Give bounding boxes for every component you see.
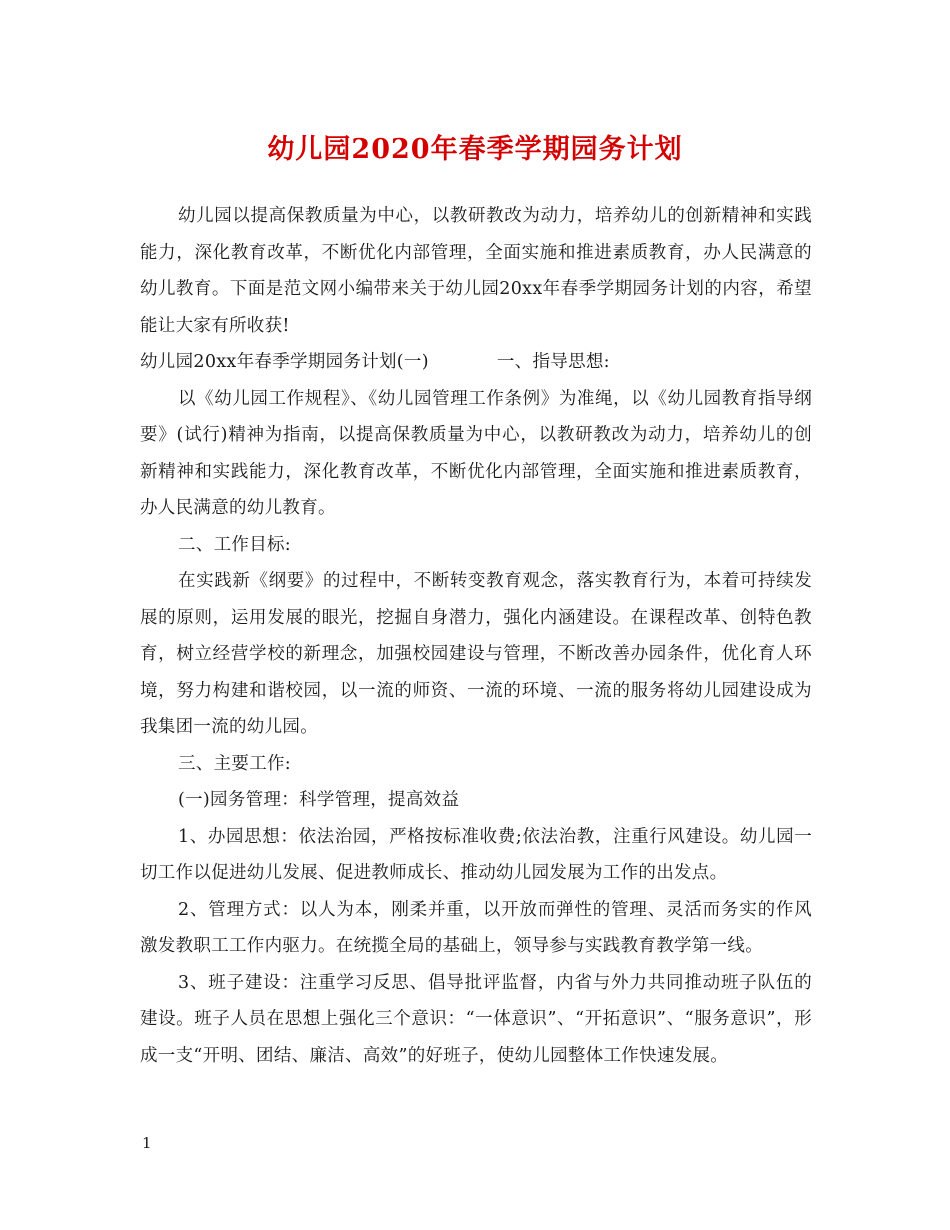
document-body [140,198,812,1074]
management-subheading: (一)园务管理：科学管理，提高效益 [178,790,460,810]
main-work-heading: 三、主要工作: [178,753,291,774]
item-1-paragraph: 1、办园思想：依法治园，严格按标准收费;依法治教，注重行风建设。幼儿园一切工作以促进幼儿发展、促进教师成长、推动幼儿园发展为工作的出发点。 [140,826,812,883]
guiding-thought-paragraph: 以《幼儿园工作规程》、《幼儿园管理工作条例》为准绳，以《幼儿园教育指导纲要》(试行)精神为指南，以提高保教质量为中心，以教研教改为动力，培养幼儿的创新精神和实践能力，深化教育改革，不断优化内部管理，全面实施和推进素质教育，办人民满意的幼儿教育。 [140,388,812,518]
item-3-paragraph: 3、班子建设：注重学习反思、倡导批评监督，内省与外力共同推动班子队伍的建设。班子人员在思想上强化三个意识：“一体意识”、“开拓意识”、“服务意识”，形成一支“开明、团结、廉洁、高效”的好班子，使幼儿园整体工作快速发展。 [140,972,812,1066]
guiding-thought-heading: 一、指导思想: [496,352,610,372]
work-goals-heading: 二、工作目标: [178,534,291,555]
intro-paragraph: 幼儿园以提高保教质量为中心，以教研教改为动力，培养幼儿的创新精神和实践能力，深化教育改革，不断优化内部管理，全面实施和推进素质教育，办人民满意的幼儿教育。下面是范文网小编带来关于幼儿园20xx年春季学期园务计划的内容，希望能让大家有所收获! [140,206,812,336]
section-heading-line [140,344,812,381]
plan-subtitle: 幼儿园20xx年春季学期园务计划(一) [140,352,429,372]
page-number: 1 [142,1134,152,1152]
document-title: 幼儿园2020年春季学期园务计划 [267,134,683,165]
work-goals-paragraph: 在实践新《纲要》的过程中，不断转变教育观念，落实教育行为，本着可持续发展的原则，运用发展的眼光，挖掘自身潜力，强化内涵建设。在课程改革、创特色教育，树立经营学校的新理念，加强校园建设与管理，不断改善办园条件，优化育人环境，努力构建和谐校园，以一流的师资、一流的环境、一流的服务将幼儿园建设成为我集团一流的幼儿园。 [140,571,812,737]
item-2-paragraph: 2、管理方式：以人为本，刚柔并重，以开放而弹性的管理、灵活而务实的作风激发教职工工作内驱力。在统揽全局的基础上，领导参与实践教育教学第一线。 [140,899,812,956]
